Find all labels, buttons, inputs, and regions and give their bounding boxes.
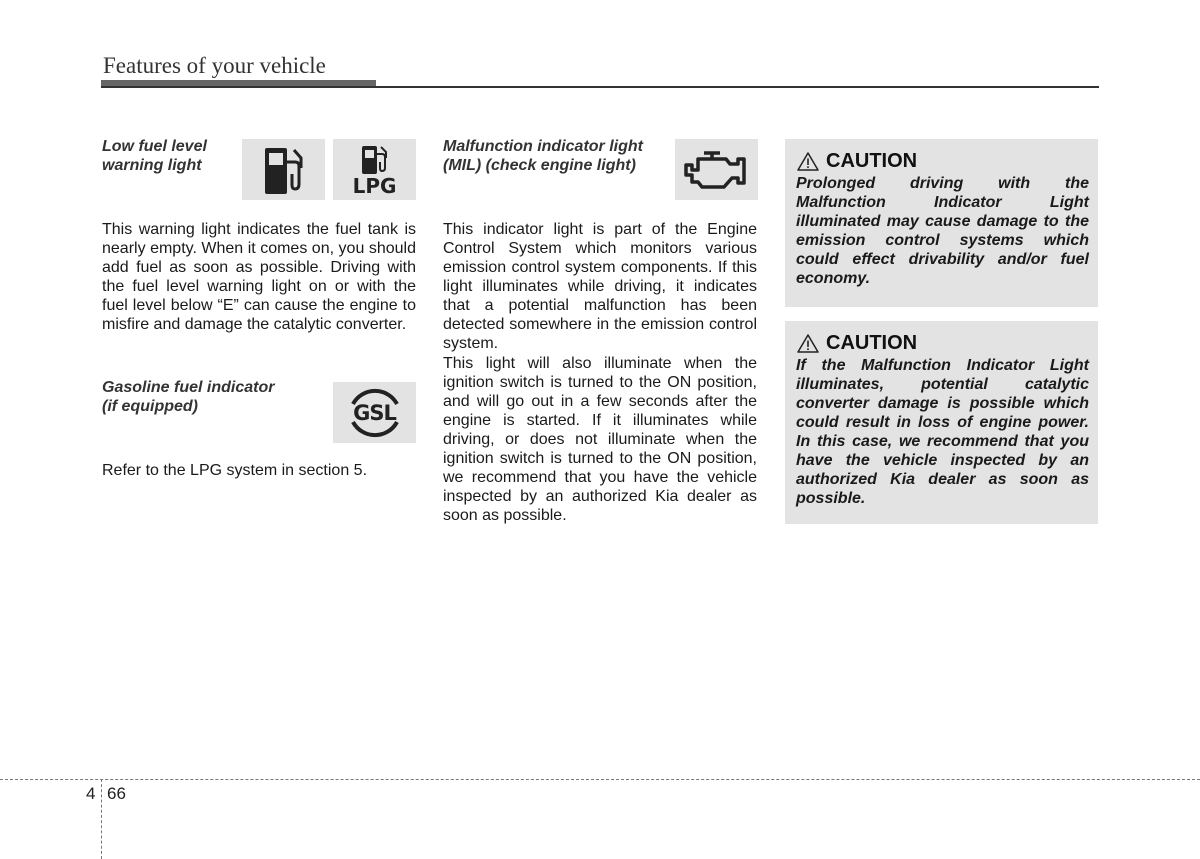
low-fuel-body: This warning light indicates the fuel tank is nearly empty. When it comes on, you should add fuel as soon as possible. Driving with the fuel level warning light on or with the fuel level below “E” can cause the engine to misfire and damage the catalytic converter. — [102, 221, 416, 333]
caution-1-header — [796, 149, 1089, 173]
warning-triangle-icon — [796, 151, 820, 172]
gasoline-heading-line1: Gasoline fuel indicator — [102, 379, 275, 396]
lpg-fuel-pump-icon — [358, 144, 392, 176]
mil-heading — [443, 137, 673, 175]
footer-divider — [0, 779, 1200, 780]
low-fuel-heading-line1: Low fuel level — [102, 138, 207, 155]
gsl-icon-label: GSL — [353, 400, 396, 425]
caution-2-body: If the Malfunction Indicator Light illuminates, potential catalytic converter damage is possible which could result in loss of engine power. In this case, we recommend that you have the vehicle inspected by an authorized Kia dealer as soon as possible. — [796, 357, 1089, 507]
footer-vertical-divider — [101, 779, 102, 859]
caution-2-header — [796, 331, 1089, 355]
gasoline-body: Refer to the LPG system in section 5. — [102, 462, 368, 479]
gasoline-heading — [102, 378, 322, 416]
low-fuel-heading — [102, 137, 242, 175]
caution-box-2 — [785, 321, 1098, 524]
caution-1-label: CAUTION — [826, 150, 918, 172]
mil-body-2: This light will also illuminate when the ignition switch is turned to the ON position, and will go out in a few seconds after the engine is started. If it illuminates while driving, or does not illuminate when the ignition switch is turned to the ON position, we recommend that you have the vehicle inspected by an authorized Kia dealer as soon as possible. — [443, 355, 757, 524]
header-rule — [101, 86, 1099, 88]
page-header-title: Features of your vehicle — [103, 53, 326, 78]
mil-body-1: This indicator light is part of the Engine Control System which monitors various emission control system components. If this light illuminates while driving, it indicates that a potential malfunction has been detected somewhere in the emission control system. — [443, 221, 757, 352]
caution-box-1 — [785, 139, 1098, 307]
low-fuel-heading-line2: warning light — [102, 157, 202, 174]
check-engine-icon — [682, 148, 752, 192]
chapter-number: 4 — [86, 784, 96, 803]
mil-heading-line2: (MIL) (check engine light) — [443, 157, 636, 174]
mil-heading-line1: Malfunction indicator light — [443, 138, 643, 155]
engine-icon-box — [675, 139, 758, 200]
gasoline-heading-line2: (if equipped) — [102, 398, 198, 415]
fuel-pump-icon — [259, 144, 309, 196]
gsl-icon-box — [333, 382, 416, 443]
fuel-pump-icon-box — [242, 139, 325, 200]
caution-1-body: Prolonged driving with the Malfunction Indicator Light illuminated may cause damage to the emission control systems which could effect drivability and/or fuel economy. — [796, 175, 1089, 287]
lpg-icon-box — [333, 139, 416, 200]
warning-triangle-icon — [796, 333, 820, 354]
page-number: 66 — [107, 784, 126, 803]
lpg-icon-label: LPG — [352, 173, 397, 198]
caution-2-label: CAUTION — [826, 332, 918, 354]
